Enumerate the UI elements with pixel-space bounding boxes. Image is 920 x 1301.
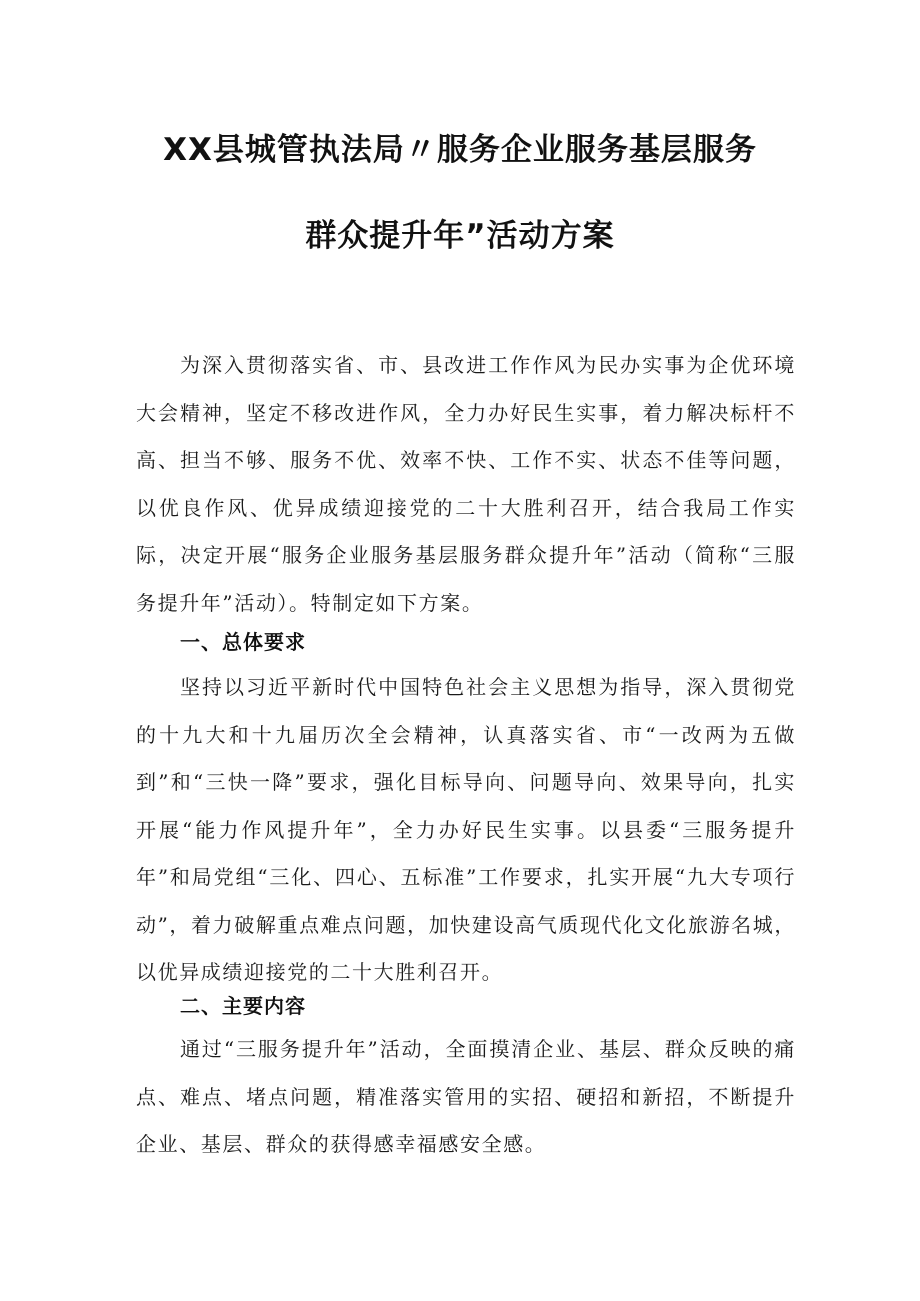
- intro-paragraph: 为深入贯彻落实省、市、县改进工作作风为民办实事为企优环境大会精神，坚定不移改进作风，全力办好民生实事，着力解决标杆不高、担当不够、服务不优、效率不快、工作不实、状态不佳等问题，以优良作风、优异成绩迎接党的二十大胜利召开，结合我局工作实际，决定开展“服务企业服务基层服务群众提升年”活动（简称“三服务提升年”活动）。特制定如下方案。: [136, 353, 796, 615]
- document-title-line-2: 群众提升年”活动方案: [305, 218, 615, 254]
- section-heading-general-requirements: 一、总体要求: [180, 630, 306, 654]
- section-body-main-content: 通过“三服务提升年”活动，全面摸清企业、基层、群众反映的痛点、难点、堵点问题，精准落实管用的实招、硬招和新招，不断提升企业、基层、群众的获得感幸福感安全感。: [136, 1037, 796, 1156]
- document-title-line-1: XX县城管执法局〃服务企业服务基层服务: [163, 132, 757, 168]
- section-heading-main-content: 二、主要内容: [180, 994, 306, 1018]
- section-body-general-requirements: 坚持以习近平新时代中国特色社会主义思想为指导，深入贯彻党的十九大和十九届历次全会精神，认真落实省、市“一改两为五做到”和“三快一降”要求，强化目标导向、问题导向、效果导向，扎实开展“能力作风提升年”，全力办好民生实事。以县委“三服务提升年”和局党组“三化、四心、五标准”工作要求，扎实开展“九大专项行动”，着力破解重点难点问题，加快建设高气质现代化文化旅游名城，以优异成绩迎接党的二十大胜利召开。: [136, 675, 796, 984]
